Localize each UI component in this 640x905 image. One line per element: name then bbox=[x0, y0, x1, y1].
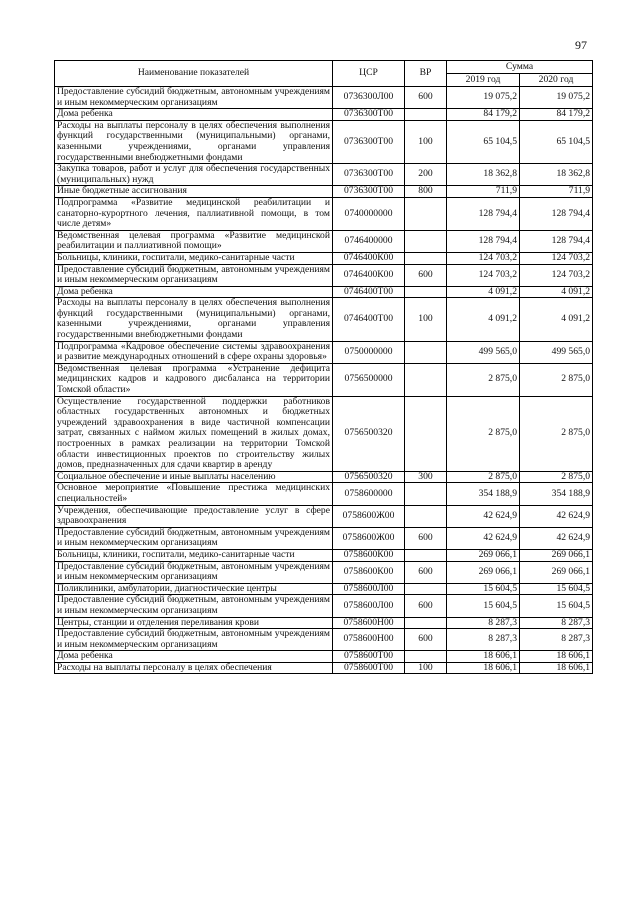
table-row bbox=[55, 363, 593, 396]
row-value-2020: 499 565,0 bbox=[520, 341, 593, 363]
row-value-2019: 8 287,3 bbox=[447, 617, 520, 629]
row-vr bbox=[405, 583, 447, 595]
row-name: Больницы, клиники, госпитали, медико-санитарные части bbox=[55, 549, 333, 561]
row-vr bbox=[405, 396, 447, 471]
header-name: Наименование показателей bbox=[55, 61, 333, 87]
table-row bbox=[55, 341, 593, 363]
row-code: 0758600Т00 bbox=[333, 662, 405, 674]
row-value-2020: 354 188,9 bbox=[520, 483, 593, 505]
row-value-2020: 84 179,2 bbox=[520, 109, 593, 121]
row-name: Ведомственная целевая программа «Устранение дефицита медицинских кадров и кадрового дисбаланса на территории Томской области» bbox=[55, 363, 333, 396]
row-vr: 100 bbox=[405, 120, 447, 163]
row-name: Предоставление субсидий бюджетным, автономным учреждениям и иным некоммерческим организациям bbox=[55, 87, 333, 109]
row-value-2020: 18 606,1 bbox=[520, 662, 593, 674]
row-value-2019: 2 875,0 bbox=[447, 471, 520, 483]
row-code: 0736300Т00 bbox=[333, 164, 405, 186]
row-name: Подпрограмма «Развитие медицинской реабилитации и санаторно-курортного лечения, паллиативной помощи, в том числе детям» bbox=[55, 197, 333, 230]
row-value-2019: 65 104,5 bbox=[447, 120, 520, 163]
row-code: 0758600Н00 bbox=[333, 617, 405, 629]
table-header bbox=[55, 61, 593, 87]
table-row bbox=[55, 595, 593, 617]
row-code: 0750000000 bbox=[333, 341, 405, 363]
row-vr: 600 bbox=[405, 87, 447, 109]
row-value-2019: 18 606,1 bbox=[447, 651, 520, 663]
row-code: 0746400Т00 bbox=[333, 286, 405, 298]
header-sum: Сумма bbox=[447, 61, 593, 74]
row-vr bbox=[405, 483, 447, 505]
row-value-2019: 128 794,4 bbox=[447, 197, 520, 230]
row-vr bbox=[405, 109, 447, 121]
row-value-2019: 499 565,0 bbox=[447, 341, 520, 363]
row-value-2020: 269 066,1 bbox=[520, 549, 593, 561]
row-name: Осуществление государственной поддержки работников областных государственных автономных и бюджетных учреждений здравоохранения в виде частичной компенсации затрат, связанных с наймом жилых помещений в жилых домах, построенных в рамках реализации на территории Томской области инвестиционных проектов по строительству жилых домов, предназначенных для сдачи квартир в аренду bbox=[55, 396, 333, 471]
row-value-2019: 18 362,8 bbox=[447, 164, 520, 186]
row-vr: 800 bbox=[405, 186, 447, 198]
row-value-2020: 18 606,1 bbox=[520, 651, 593, 663]
row-vr: 100 bbox=[405, 662, 447, 674]
header-year-2020: 2020 год bbox=[520, 74, 593, 87]
page-number: 97 bbox=[575, 38, 587, 52]
row-code: 0746400К00 bbox=[333, 252, 405, 264]
row-value-2019: 2 875,0 bbox=[447, 363, 520, 396]
row-value-2019: 269 066,1 bbox=[447, 561, 520, 583]
row-name: Предоставление субсидий бюджетным, автономным учреждениям и иным некоммерческим организациям bbox=[55, 629, 333, 651]
row-value-2020: 18 362,8 bbox=[520, 164, 593, 186]
row-name: Предоставление субсидий бюджетным, автономным учреждениям и иным некоммерческим организациям bbox=[55, 527, 333, 549]
table-row bbox=[55, 583, 593, 595]
row-value-2020: 711,9 bbox=[520, 186, 593, 198]
row-vr bbox=[405, 286, 447, 298]
row-value-2020: 42 624,9 bbox=[520, 505, 593, 527]
table-row bbox=[55, 651, 593, 663]
table-row bbox=[55, 197, 593, 230]
row-vr bbox=[405, 549, 447, 561]
row-value-2020: 124 703,2 bbox=[520, 264, 593, 286]
row-value-2019: 4 091,2 bbox=[447, 286, 520, 298]
table-row bbox=[55, 109, 593, 121]
row-vr: 300 bbox=[405, 471, 447, 483]
table-row bbox=[55, 264, 593, 286]
row-name: Ведомственная целевая программа «Развитие медицинской реабилитации и паллиативной помощи» bbox=[55, 230, 333, 252]
row-name: Расходы на выплаты персоналу в целях обеспечения выполнения функций государственными (муниципальными) органами, казенными учреждениями, органами управления государственными внебюджетными фондами bbox=[55, 120, 333, 163]
row-value-2019: 18 606,1 bbox=[447, 662, 520, 674]
row-value-2019: 124 703,2 bbox=[447, 252, 520, 264]
row-code: 0756500320 bbox=[333, 471, 405, 483]
row-name: Поликлиники, амбулатории, диагностические центры bbox=[55, 583, 333, 595]
header-year-2019: 2019 год bbox=[447, 74, 520, 87]
row-value-2020: 8 287,3 bbox=[520, 629, 593, 651]
row-code: 0758600Л00 bbox=[333, 595, 405, 617]
row-vr: 600 bbox=[405, 264, 447, 286]
table-body bbox=[55, 87, 593, 674]
row-value-2019: 15 604,5 bbox=[447, 583, 520, 595]
row-name: Расходы на выплаты персоналу в целях обеспечения выполнения функций государственными (муниципальными) органами, казенными учреждениями, органами управления государственными внебюджетными фондами bbox=[55, 298, 333, 341]
row-vr bbox=[405, 341, 447, 363]
row-value-2019: 8 287,3 bbox=[447, 629, 520, 651]
row-value-2020: 8 287,3 bbox=[520, 617, 593, 629]
row-value-2019: 269 066,1 bbox=[447, 549, 520, 561]
header-code: ЦСР bbox=[333, 61, 405, 87]
row-vr bbox=[405, 505, 447, 527]
row-code: 0740000000 bbox=[333, 197, 405, 230]
row-code: 0756500320 bbox=[333, 396, 405, 471]
row-vr: 200 bbox=[405, 164, 447, 186]
row-code: 0736300Т00 bbox=[333, 120, 405, 163]
row-name: Основное мероприятие «Повышение престижа медицинских специальностей» bbox=[55, 483, 333, 505]
row-value-2020: 65 104,5 bbox=[520, 120, 593, 163]
row-code: 0758600Н00 bbox=[333, 629, 405, 651]
row-name: Подпрограмма «Кадровое обеспечение системы здравоохранения и развитие международных отношений в сфере охраны здоровья» bbox=[55, 341, 333, 363]
row-name: Предоставление субсидий бюджетным, автономным учреждениям и иным некоммерческим организациям bbox=[55, 595, 333, 617]
table-row bbox=[55, 252, 593, 264]
row-code: 0758600Л00 bbox=[333, 583, 405, 595]
table-row bbox=[55, 87, 593, 109]
row-name: Предоставление субсидий бюджетным, автономным учреждениям и иным некоммерческим организациям bbox=[55, 561, 333, 583]
row-name: Иные бюджетные ассигнования bbox=[55, 186, 333, 198]
row-value-2019: 84 179,2 bbox=[447, 109, 520, 121]
row-value-2020: 15 604,5 bbox=[520, 595, 593, 617]
table-row bbox=[55, 549, 593, 561]
row-value-2020: 124 703,2 bbox=[520, 252, 593, 264]
row-vr bbox=[405, 252, 447, 264]
budget-table bbox=[54, 60, 593, 674]
row-vr bbox=[405, 197, 447, 230]
row-name: Учреждения, обеспечивающие предоставление услуг в сфере здравоохранения bbox=[55, 505, 333, 527]
table-row bbox=[55, 286, 593, 298]
row-name: Дома ребенка bbox=[55, 109, 333, 121]
row-value-2019: 354 188,9 bbox=[447, 483, 520, 505]
row-name: Социальное обеспечение и иные выплаты населению bbox=[55, 471, 333, 483]
row-value-2020: 128 794,4 bbox=[520, 230, 593, 252]
row-name: Расходы на выплаты персоналу в целях обеспечения bbox=[55, 662, 333, 674]
row-code: 0756500000 bbox=[333, 363, 405, 396]
row-value-2020: 19 075,2 bbox=[520, 87, 593, 109]
row-code: 0758600000 bbox=[333, 483, 405, 505]
row-code: 0736300Т00 bbox=[333, 186, 405, 198]
table-row bbox=[55, 120, 593, 163]
row-value-2020: 128 794,4 bbox=[520, 197, 593, 230]
row-value-2019: 15 604,5 bbox=[447, 595, 520, 617]
row-value-2020: 2 875,0 bbox=[520, 363, 593, 396]
row-name: Дома ребенка bbox=[55, 286, 333, 298]
row-name: Предоставление субсидий бюджетным, автономным учреждениям и иным некоммерческим организациям bbox=[55, 264, 333, 286]
row-code: 0758600Ж00 bbox=[333, 527, 405, 549]
row-vr: 600 bbox=[405, 561, 447, 583]
row-code: 0758600К00 bbox=[333, 561, 405, 583]
row-code: 0758600Ж00 bbox=[333, 505, 405, 527]
row-name: Центры, станции и отделения переливания крови bbox=[55, 617, 333, 629]
row-value-2019: 124 703,2 bbox=[447, 264, 520, 286]
table-row bbox=[55, 629, 593, 651]
table-row bbox=[55, 298, 593, 341]
row-name: Больницы, клиники, госпитали, медико-санитарные части bbox=[55, 252, 333, 264]
row-value-2019: 42 624,9 bbox=[447, 527, 520, 549]
row-value-2020: 4 091,2 bbox=[520, 286, 593, 298]
row-vr: 600 bbox=[405, 595, 447, 617]
row-value-2020: 269 066,1 bbox=[520, 561, 593, 583]
row-vr bbox=[405, 230, 447, 252]
row-name: Закупка товаров, работ и услуг для обеспечения государственных (муниципальных) нужд bbox=[55, 164, 333, 186]
table-row bbox=[55, 617, 593, 629]
table-row bbox=[55, 527, 593, 549]
row-code: 0758600Т00 bbox=[333, 651, 405, 663]
row-code: 0736300Т00 bbox=[333, 109, 405, 121]
row-value-2019: 42 624,9 bbox=[447, 505, 520, 527]
table-row bbox=[55, 230, 593, 252]
table-row bbox=[55, 561, 593, 583]
row-vr bbox=[405, 363, 447, 396]
table-row bbox=[55, 186, 593, 198]
row-value-2019: 19 075,2 bbox=[447, 87, 520, 109]
row-value-2020: 2 875,0 bbox=[520, 471, 593, 483]
row-name: Дома ребенка bbox=[55, 651, 333, 663]
row-vr bbox=[405, 651, 447, 663]
row-value-2020: 42 624,9 bbox=[520, 527, 593, 549]
row-value-2020: 2 875,0 bbox=[520, 396, 593, 471]
table-row bbox=[55, 505, 593, 527]
row-code: 0746400К00 bbox=[333, 264, 405, 286]
row-vr: 100 bbox=[405, 298, 447, 341]
row-value-2019: 128 794,4 bbox=[447, 230, 520, 252]
table-row bbox=[55, 396, 593, 471]
table-row bbox=[55, 164, 593, 186]
table-row bbox=[55, 483, 593, 505]
row-value-2020: 4 091,2 bbox=[520, 298, 593, 341]
row-value-2019: 2 875,0 bbox=[447, 396, 520, 471]
row-code: 0736300Л00 bbox=[333, 87, 405, 109]
header-vr: ВР bbox=[405, 61, 447, 87]
row-code: 0746400000 bbox=[333, 230, 405, 252]
row-value-2019: 711,9 bbox=[447, 186, 520, 198]
row-value-2020: 15 604,5 bbox=[520, 583, 593, 595]
table-row bbox=[55, 471, 593, 483]
row-vr bbox=[405, 617, 447, 629]
row-vr: 600 bbox=[405, 629, 447, 651]
row-code: 0746400Т00 bbox=[333, 298, 405, 341]
row-vr: 600 bbox=[405, 527, 447, 549]
row-code: 0758600К00 bbox=[333, 549, 405, 561]
row-value-2019: 4 091,2 bbox=[447, 298, 520, 341]
table-row bbox=[55, 662, 593, 674]
